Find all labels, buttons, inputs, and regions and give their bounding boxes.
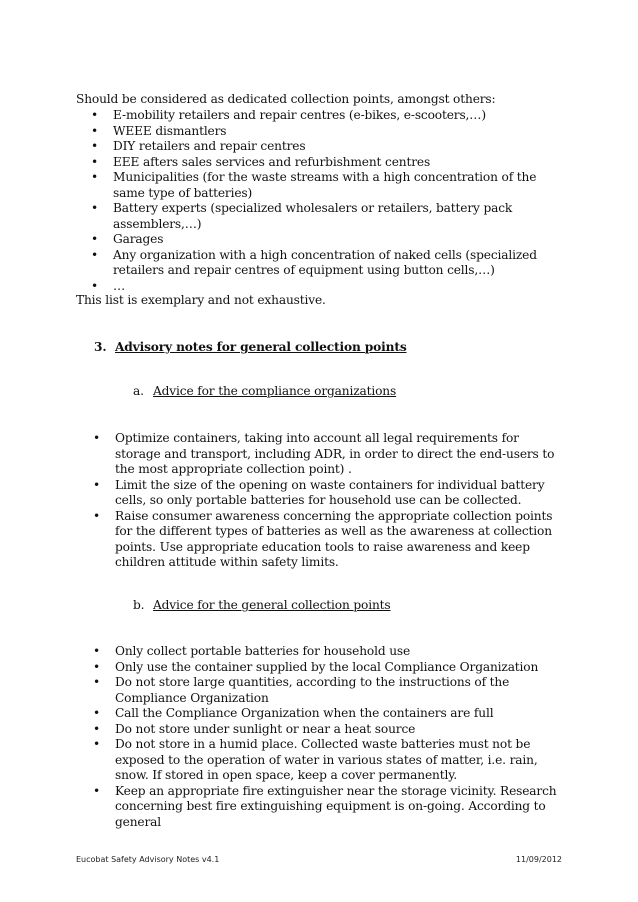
list-item: • Do not store large quantities, according to the instructions of the Compliance Organization: [93, 675, 510, 705]
bullet-icon: •: [93, 783, 101, 798]
list-item: • Municipalities (for the waste streams with a high concentration of the same type of batteries): [91, 170, 537, 200]
list-item: • Limit the size of the opening on waste containers for individual battery cells, so only portable batteries for household use can be collected.: [93, 477, 545, 507]
bullet-icon: •: [93, 675, 101, 689]
bullet-icon: •: [91, 123, 99, 138]
section-title: Advisory notes for general collection points: [115, 340, 407, 354]
bullet-icon: •: [93, 721, 101, 736]
bullet-icon: •: [93, 737, 101, 751]
list-item: • Only use the container supplied by the local Compliance Organization: [93, 659, 539, 674]
bullet-icon: •: [91, 154, 99, 169]
bullet-icon: •: [93, 659, 101, 674]
bullet-icon: •: [93, 706, 101, 720]
bullet-icon: •: [93, 508, 101, 523]
section-number: 3.: [94, 340, 107, 354]
list-item: • Call the Compliance Organization when the containers are full: [93, 706, 494, 720]
intro-lead: Should be considered as dedicated collection points, amongst others:: [76, 92, 496, 106]
bullet-icon: •: [91, 108, 99, 122]
bullet-icon: •: [91, 278, 99, 293]
footer-date: 11/09/2012: [515, 855, 562, 864]
intro-list: [91, 108, 563, 294]
footer-left: Eucobat Safety Advisory Notes v4.1: [76, 855, 220, 864]
bullet-icon: •: [93, 431, 101, 445]
list-item: • Only collect portable batteries for household use: [93, 644, 411, 658]
subsection-b-title: Advice for the general collection points: [153, 598, 391, 612]
bullet-icon: •: [93, 644, 101, 658]
subsection-b-letter: b.: [133, 598, 145, 612]
list-item: • Any organization with a high concentration of naked cells (specialized retailers and repair centres of equipment using button cells,…): [91, 247, 537, 277]
list-item: • Raise consumer awareness concerning the appropriate collection points for the different types of batteries as well as the awareness at collection points. Use appropriate education tools to raise awareness and keep children attitude within safety limits.: [93, 508, 553, 569]
subsection-a-title: Advice for the compliance organizations: [153, 384, 397, 398]
intro-note: This list is exemplary and not exhaustive.: [76, 293, 326, 307]
list-item: • Garages: [91, 232, 164, 246]
list-item: • …: [91, 278, 126, 293]
list-item: • E-mobility retailers and repair centres (e-bikes, e-scooters,…): [91, 108, 486, 122]
list-item: • WEEE dismantlers: [91, 123, 227, 138]
bullet-icon: •: [93, 477, 101, 492]
bullet-icon: •: [91, 247, 99, 262]
list-item: • EEE afters sales services and refurbishment centres: [91, 154, 431, 169]
list-item: • Keep an appropriate fire extinguisher near the storage vicinity. Research concerning best fire extinguishing equipment is on-going. According to general: [93, 783, 557, 829]
bullet-icon: •: [91, 232, 99, 246]
list-item: • Battery experts (specialized wholesalers or retailers, battery pack assemblers,…): [91, 201, 513, 231]
bullet-icon: •: [91, 170, 99, 184]
subsection-a-list: [93, 431, 567, 571]
list-item: • DIY retailers and repair centres: [91, 139, 306, 153]
list-item: • Optimize containers, taking into account all legal requirements for storage and transport, including ADR, in order to direct the end-users to the most appropriate collection point) .: [93, 431, 555, 476]
list-item: • Do not store in a humid place. Collected waste batteries must not be exposed to the operation of water in various states of matter, i.e. rain, snow. If stored in open space, keep a cover permanently.: [93, 737, 538, 782]
bullet-icon: •: [91, 201, 99, 215]
subsection-b-list: [93, 644, 567, 830]
bullet-icon: •: [91, 139, 99, 153]
subsection-a-letter: a.: [133, 384, 144, 398]
list-item: • Do not store under sunlight or near a heat source: [93, 721, 416, 736]
